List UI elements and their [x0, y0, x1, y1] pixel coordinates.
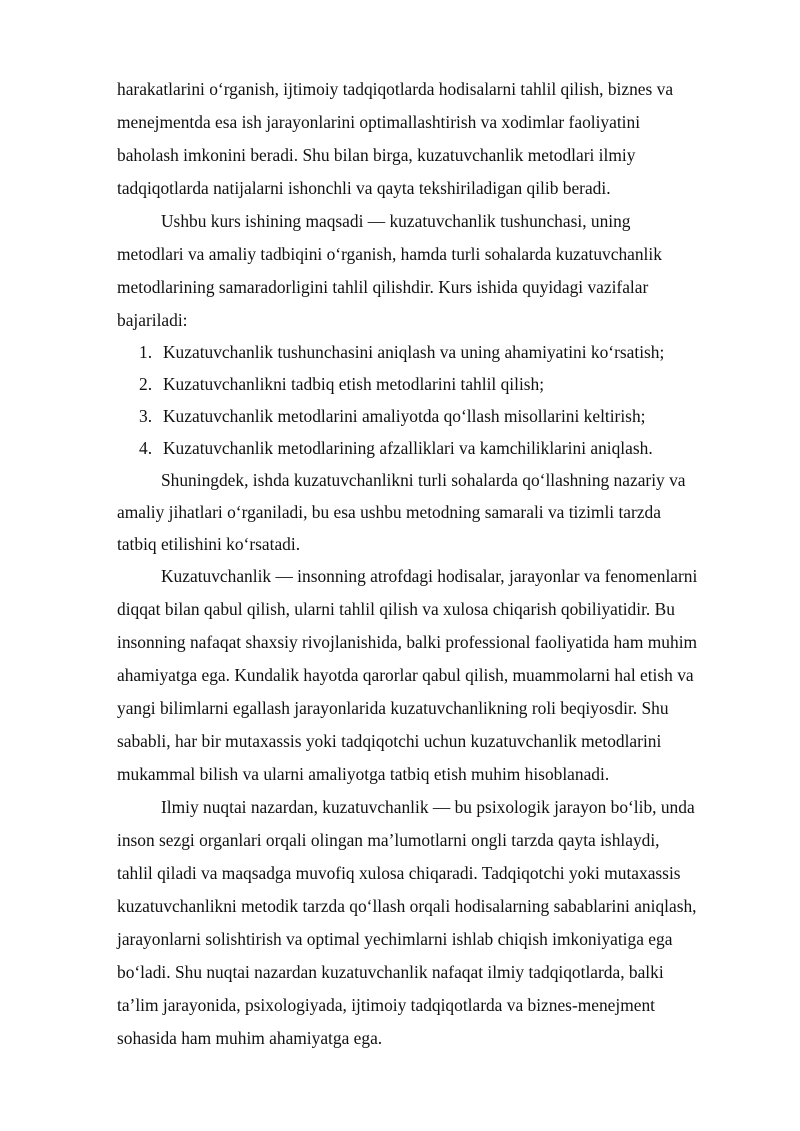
paragraph-line: inson sezgi organlari orqali olingan ma’lumotlarni ongli tarzda qayta ishlaydi, [117, 830, 660, 850]
list-item-text: Kuzatuvchanlik metodlarini amaliyotda qo‘llash misollarini keltirish; [163, 406, 646, 426]
paragraph-line: bajariladi: [117, 310, 188, 330]
list-item [139, 374, 544, 394]
list-item [139, 438, 653, 458]
paragraph-line: mukammal bilish va ularni amaliyotga tatbiq etish muhim hisoblanadi. [117, 764, 610, 784]
paragraph-line: Shuningdek, ishda kuzatuvchanlikni turli sohalarda qo‘llashning nazariy va [161, 470, 686, 490]
list-item-number: 4. [139, 438, 153, 458]
paragraph-line: sababli, har bir mutaxassis yoki tadqiqotchi uchun kuzatuvchanlik metodlarini [117, 731, 662, 751]
paragraph-line: harakatlarini o‘rganish, ijtimoiy tadqiqotlarda hodisalarni tahlil qilish, biznes va [117, 79, 674, 99]
paragraph-line: kuzatuvchanlikni metodik tarzda qo‘llash orqali hodisalarning sabablarini aniqlash, [117, 896, 697, 916]
paragraph-line: ahamiyatga ega. Kundalik hayotda qarorlar qabul qilish, muammolarni hal etish va [117, 665, 694, 685]
paragraph-line: tadqiqotlarda natijalarni ishonchli va qayta tekshiriladigan qilib beradi. [117, 178, 611, 198]
paragraph-line: ta’lim jarayonida, psixologiyada, ijtimoiy tadqiqotlarda va biznes-menejment [117, 995, 655, 1015]
paragraph-line: baholash imkonini beradi. Shu bilan birga, kuzatuvchanlik metodlari ilmiy [117, 145, 636, 165]
list-item-number: 3. [139, 406, 153, 426]
paragraph-line: Ushbu kurs ishining maqsadi — kuzatuvchanlik tushunchasi, uning [161, 211, 631, 231]
paragraph-line: yangi bilimlarni egallash jarayonlarida kuzatuvchanlikning roli beqiyosdir. Shu [117, 698, 669, 718]
list-item [139, 342, 664, 362]
paragraph-line: amaliy jihatlari o‘rganiladi, bu esa ushbu metodning samarali va tizimli tarzda [117, 502, 661, 522]
list-item-number: 1. [139, 342, 153, 362]
paragraph-line: tatbiq etilishini ko‘rsatadi. [117, 534, 301, 554]
paragraph-line: menejmentda esa ish jarayonlarini optimallashtirish va xodimlar faoliyatini [117, 112, 641, 132]
list-item-text: Kuzatuvchanlik metodlarining afzalliklari va kamchiliklarini aniqlash. [163, 438, 653, 458]
paragraph-line: metodlari va amaliy tadbiqini o‘rganish, hamda turli sohalarda kuzatuvchanlik [117, 244, 662, 264]
paragraph-line: jarayonlarni solishtirish va optimal yechimlarni ishlab chiqish imkoniyatiga ega [117, 929, 673, 949]
paragraph-line: diqqat bilan qabul qilish, ularni tahlil qilish va xulosa chiqarish qobiliyatidir. Bu [117, 599, 675, 619]
paragraph-line: tahlil qiladi va maqsadga muvofiq xulosa chiqaradi. Tadqiqotchi yoki mutaxassis [117, 863, 681, 883]
list-item-text: Kuzatuvchanlikni tadbiq etish metodlarini tahlil qilish; [163, 374, 545, 394]
paragraph-line: metodlarining samaradorligini tahlil qilishdir. Kurs ishida quyidagi vazifalar [117, 277, 649, 297]
list-item [139, 406, 645, 426]
paragraph-line: bo‘ladi. Shu nuqtai nazardan kuzatuvchanlik nafaqat ilmiy tadqiqotlarda, balki [117, 962, 664, 982]
paragraph-line: insonning nafaqat shaxsiy rivojlanishida, balki professional faoliyatida ham muhim [117, 632, 698, 652]
list-item-text: Kuzatuvchanlik tushunchasini aniqlash va uning ahamiyatini ko‘rsatish; [163, 342, 665, 362]
paragraph-line: sohasida ham muhim ahamiyatga ega. [117, 1028, 383, 1048]
list-item-number: 2. [139, 374, 153, 394]
paragraph-line: Kuzatuvchanlik — insonning atrofdagi hodisalar, jarayonlar va fenomenlarni [161, 566, 698, 586]
paragraph-line: Ilmiy nuqtai nazardan, kuzatuvchanlik — bu psixologik jarayon bo‘lib, unda [161, 797, 695, 817]
